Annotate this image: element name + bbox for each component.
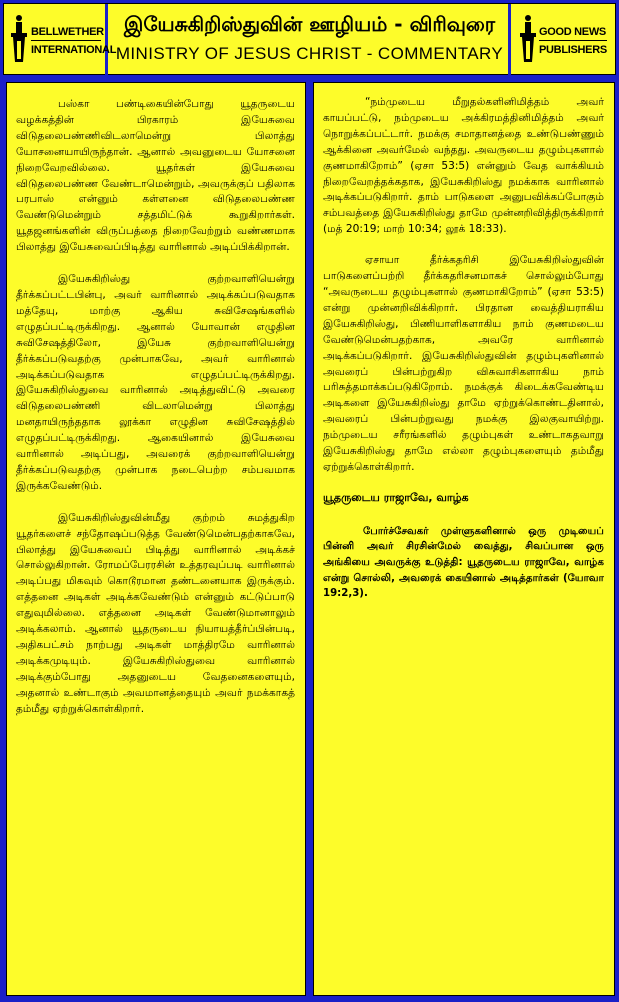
title-block: [111, 4, 511, 76]
good-news-logo: [514, 4, 615, 76]
speaker-podium-icon: [10, 14, 28, 64]
logo-line-1: BELLWETHER: [31, 26, 104, 38]
page-title-tamil: இயேசுகிறிஸ்துவின் ஊழியம் - விரிவுரை: [123, 12, 496, 36]
logo-divider: [31, 40, 101, 41]
paragraph: பஸ்கா பண்டிகையின்போது யூதருடைய வழக்கத்தின் பிரகாரம் இயேசுவை விடுதலைபண்ணிவிடலாமென்று பிலாத்து யோசனையாயிருந்தான். ஆனால் அவனுடைய யோசனை நிறைவேறவில்லை. யூதர்கள் இயேசுவை விடுதலைபண்ண வேண்டாமென்றும், அவருக்குப் பதிலாக பரபாஸ் என்னும் கள்ளனை விடுதலைபண்ண வேண்டுமென்றும் சத்தமிட்டுக் கூறுகிறார்கள். யூதஜனங்களின் விருப்பத்தை நிறைவேற்றும் வண்ணமாக பிலாத்து இயேசுவைப்பிடித்து வாரினால் அடிப்பிக்கிறான்.: [16, 98, 295, 254]
logo-line-1: GOOD NEWS: [539, 26, 606, 38]
speaker-podium-icon: [519, 14, 537, 64]
paragraph: இயேசுகிறிஸ்து குற்றவாளியென்று தீர்க்கப்பட்டபின்பு, அவர் வாரினால் அடிக்கப்படுவதாக மத்தேயு, மாற்கு ஆகிய சுவிசேஷங்களில் எழுதப்பட்டிருக்கிறது. ஆனால் யோவான் எழுதின சுவிசேஷத்திலோ, இயேசு குற்றவாளியென்று தீர்க்கப்படுவதற்கு முன்பாகவே, அவர் வாரினால் அடிக்கப்படுவதாக எழுதப்பட்டிருக்கிறது. இயேசுகிறிஸ்துவை வாரினால் அடித்துவிட்டு அவரை விடுதலைபண்ணி விடலாமென்று பிலாத்து மனதாயிருந்ததாக லூக்கா எழுதின சுவிசேஷத்தில் எழுதப்பட்டிருக்கிறது. ஆகையினால் இயேசுவை வாரினால் அடிப்பது, அவரைக் குற்றவாளியென்று தீர்க்கப்படுவதற்கு முன்பாக நடைபெற்ற சம்பவமாக இருக்கவேண்டும்.: [16, 273, 295, 492]
paragraph: ஏசாயா தீர்க்கதரிசி இயேசுகிறிஸ்துவின் பாடுகளைப்பற்றி தீர்க்கதரிசனமாகச் சொல்லும்போது “அவருடைய தழும்புகளால் குணமாகிறோம்” (ஏசா 53:5) என்று முன்னறிவிக்கிறார். பிரதான வைத்தியராகிய இயேசுகிறிஸ்து, பிணியாளிகளாகிய நாம் குணமடைய வேண்டுமென்பதற்காக, அவரே வாரினால் அடிக்கப்படுகிறார். இயேசுகிறிஸ்துவின் தழும்புகளினால் அவரைப் பின்பற்றுகிற விசுவாசிகளாகிய நாம் பரிசுத்தமாக்கப்படுகிறோம். நமக்குக் கிடைக்கவேண்டிய அடிகளை இயேசுகிறிஸ்து தாமே ஏற்றுக்கொண்டதினால், அவரைப் பின்பற்றுவது நமக்கு இலகுவாயிற்று. நம்முடைய சரீரங்களில் தழும்புகள் உண்டாகதவாறு இயேசுகிறிஸ்து தாமே எல்லா தழும்புகளையும் தம்மீது ஏற்றுக்கொள்கிறார்.: [323, 254, 604, 473]
paragraph: இயேசுகிறிஸ்துவின்மீது குற்றம் சுமத்துகிற யூதர்களைச் சந்தோஷப்படுத்த வேண்டுமென்பதற்காகவே, பிலாத்து இயேசுவைப் பிடித்து வாரினால் அடிக்கச் சொல்லுகிறான். ரோமப்பேரரசின் உத்தரவுப்படி வாரினால் அடிப்பது மிகவும் கொடூரமான தண்டனையாக இருக்கும். எத்தனை அடிகள் அடிக்கவேண்டும் என்னும் கட்டுப்பாடு எதுவுமில்லை. எத்தனை அடிகள் வேண்டுமானாலும் அடிக்கலாம். ஆனால் யூதருடைய நியாயத்தீர்ப்பின்படி, அதிகபட்சம் நாற்பது அடிகள் மாத்திரமே வாரினால் அடிக்கமுடியும். இயேசுகிறிஸ்துவை வாரினால் அடிக்கும்போது அதனுடைய வேதனைகளையும், அதனால் உண்டாகும் அவமானத்தையும் அவர் நமக்காகத் தம்மீது ஏற்றுக்கொள்கிறார்.: [16, 511, 295, 715]
logo-line-2: PUBLISHERS: [539, 44, 607, 56]
left-column: [6, 82, 306, 996]
logo-divider: [539, 40, 607, 41]
right-column: [313, 82, 615, 996]
section-heading: யூதருடைய ராஜாவே, வாழ்க: [323, 490, 469, 504]
paragraph: “நம்முடைய மீறுதல்களினிமித்தம் அவர் காயப்பட்டு, நம்முடைய அக்கிரமத்தினிமித்தம் அவர் நொறுக்கப்பட்டார். நமக்கு சமாதானத்தை உண்டுபண்ணும் ஆக்கினை அவர்மேல் வந்தது. அவருடைய தழும்புகளால் குணமாகிறோம்” (ஏசா 53:5) என்னும் வேத வாக்கியம் நிறைவேறத்தக்கதாக, இயேசுகிறிஸ்து நமக்காக வாரினால் அடிக்கப்படுகிறார். தாம் பாடுகளை அனுபவிக்கப்போகும் சம்பவத்தை இயேசுகிறிஸ்து தாமே முன்னறிவித்திருக்கிறார் (மத் 20:19; மாற் 10:34; லூக் 18:33).: [323, 96, 604, 236]
logo-line-2: INTERNATIONAL: [31, 44, 117, 56]
bellwether-logo: [4, 4, 117, 76]
page-header: [3, 3, 616, 75]
page-title-english: MINISTRY OF JESUS CHRIST - COMMENTARY: [115, 44, 504, 63]
scripture-quote: போர்ச்சேவகர் முள்ளுகளினால் ஒரு முடியைப் பின்னி அவர் சிரசின்மேல் வைத்து, சிவப்பான ஒரு அங்கியை அவருக்கு உடுத்தி: யூதருடைய ராஜாவே, வாழ்க என்று சொல்லி, அவரைக் கையினால் அடித்தார்கள் (யோவா 19:2,3).: [323, 525, 604, 600]
